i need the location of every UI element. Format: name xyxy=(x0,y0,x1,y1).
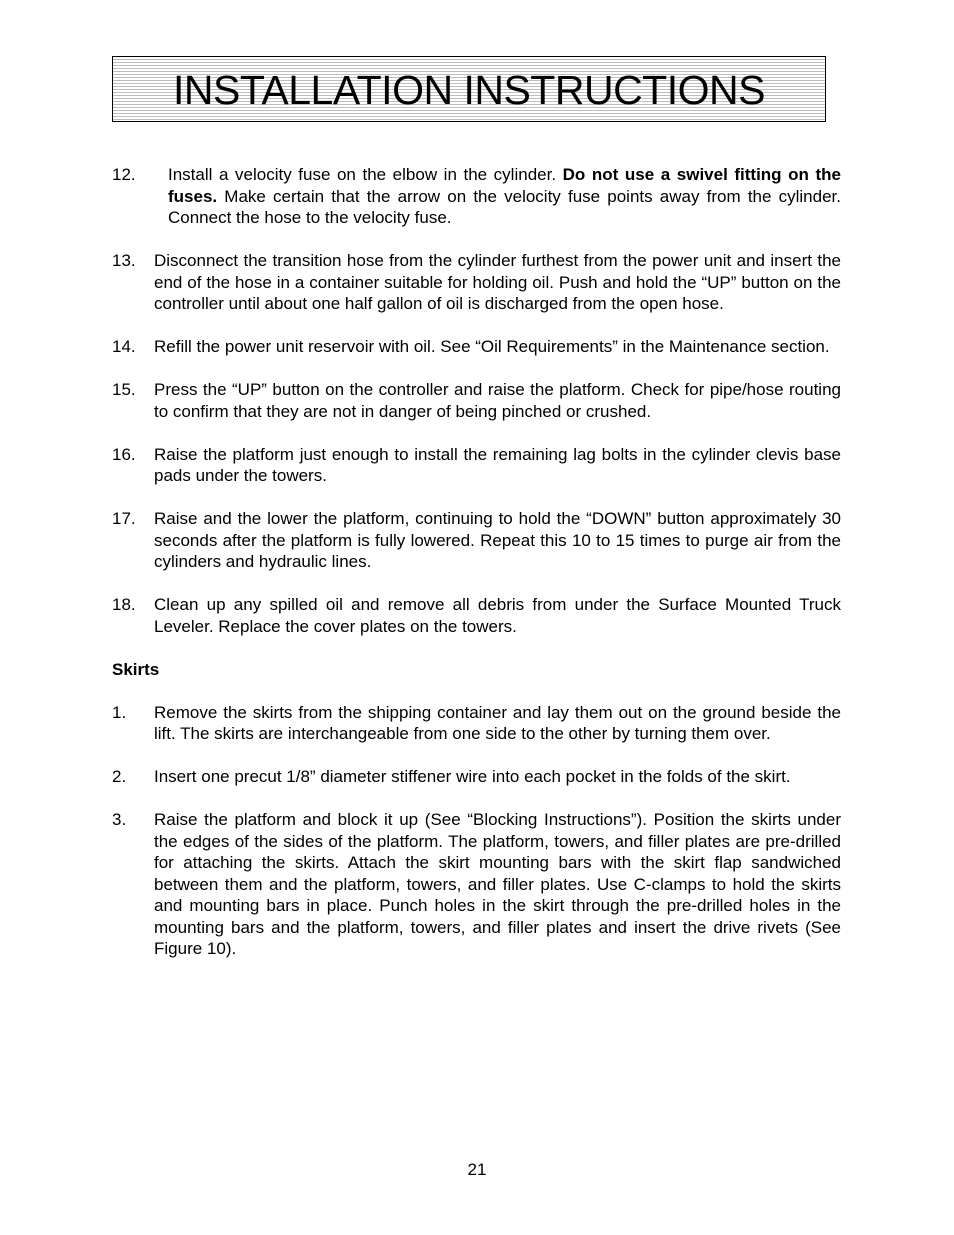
step-text: Remove the skirts from the shipping container and lay them out on the ground beside the lift. The skirts are interchangeable from one side to the other by turning them over. xyxy=(154,702,841,743)
page-title: INSTALLATION INSTRUCTIONS xyxy=(173,66,765,113)
section-header-box xyxy=(112,56,826,122)
step-number: 15. xyxy=(112,380,136,399)
step-13 xyxy=(112,250,841,315)
step-text: Press the “UP” button on the controller and raise the platform. Check for pipe/hose routing to confirm that they are not in danger of being pinched or crushed. xyxy=(154,380,841,421)
step-15 xyxy=(112,379,841,422)
step-text: Raise and the lower the platform, continuing to hold the “DOWN” button approximately 30 seconds after the platform is fully lowered. Repeat this 10 to 15 times to purge air from the cylinders and hydraulic lines. xyxy=(154,509,841,571)
step-text: Disconnect the transition hose from the cylinder furthest from the power unit and insert the end of the hose in a container suitable for holding oil. Push and hold the “UP” button on the controller until about one half gallon of oil is discharged from the open hose. xyxy=(154,251,841,313)
step-text: Raise the platform and block it up (See “Blocking Instructions”). Position the skirts under the edges of the sides of the platform. The platform, towers, and filler plates are pre-drilled for attaching the skirts. Attach the skirt mounting bars with the skirt flap sandwiched between them and the platform, towers, and filler plates. Use C-clamps to hold the skirts and mounting bars in place. Punch holes in the skirt through the pre-drilled holes in the mounting bars and the platform, towers, and filler plates and insert the drive rivets (See Figure 10). xyxy=(154,810,841,958)
step-text: Install a velocity fuse on the elbow in the cylinder. Do not use a swivel fitting on the fuses. Make certain that the arrow on the velocity fuse points away from the cylinder. Connect the hose to the velocity fuse. xyxy=(168,165,841,227)
step-number: 18. xyxy=(112,595,136,614)
step-18 xyxy=(112,594,841,637)
skirts-step-3 xyxy=(112,809,841,960)
step-number: 1. xyxy=(112,702,127,722)
skirts-step-2 xyxy=(112,766,841,788)
step-number: 2. xyxy=(112,767,127,786)
step-number: 3. xyxy=(112,810,127,829)
step-number: 16. xyxy=(112,444,136,464)
step-text: Clean up any spilled oil and remove all debris from under the Surface Mounted Truck Leveler. Replace the cover plates on the towers. xyxy=(154,595,841,636)
step-text: Raise the platform just enough to install the remaining lag bolts in the cylinder clevis base pads under the towers. xyxy=(154,444,841,485)
instructions-content xyxy=(112,164,841,981)
step-14 xyxy=(112,336,841,358)
page-number: 21 xyxy=(467,1160,487,1179)
step-number: 13. xyxy=(112,251,136,270)
step-12 xyxy=(112,164,841,229)
step-number: 17. xyxy=(112,509,136,528)
skirts-step-1 xyxy=(112,702,841,745)
step-17 xyxy=(112,508,841,573)
step-number: 14. xyxy=(112,337,136,356)
step-text: Insert one precut 1/8” diameter stiffener wire into each pocket in the folds of the skirt. xyxy=(154,767,791,786)
skirts-heading: Skirts xyxy=(112,659,160,679)
step-text: Refill the power unit reservoir with oil. See “Oil Requirements” in the Maintenance section. xyxy=(154,337,830,356)
warning-text: Do not use a swivel fitting on the fuses. xyxy=(168,165,841,206)
step-number: 12. xyxy=(112,165,136,184)
step-16 xyxy=(112,444,841,487)
